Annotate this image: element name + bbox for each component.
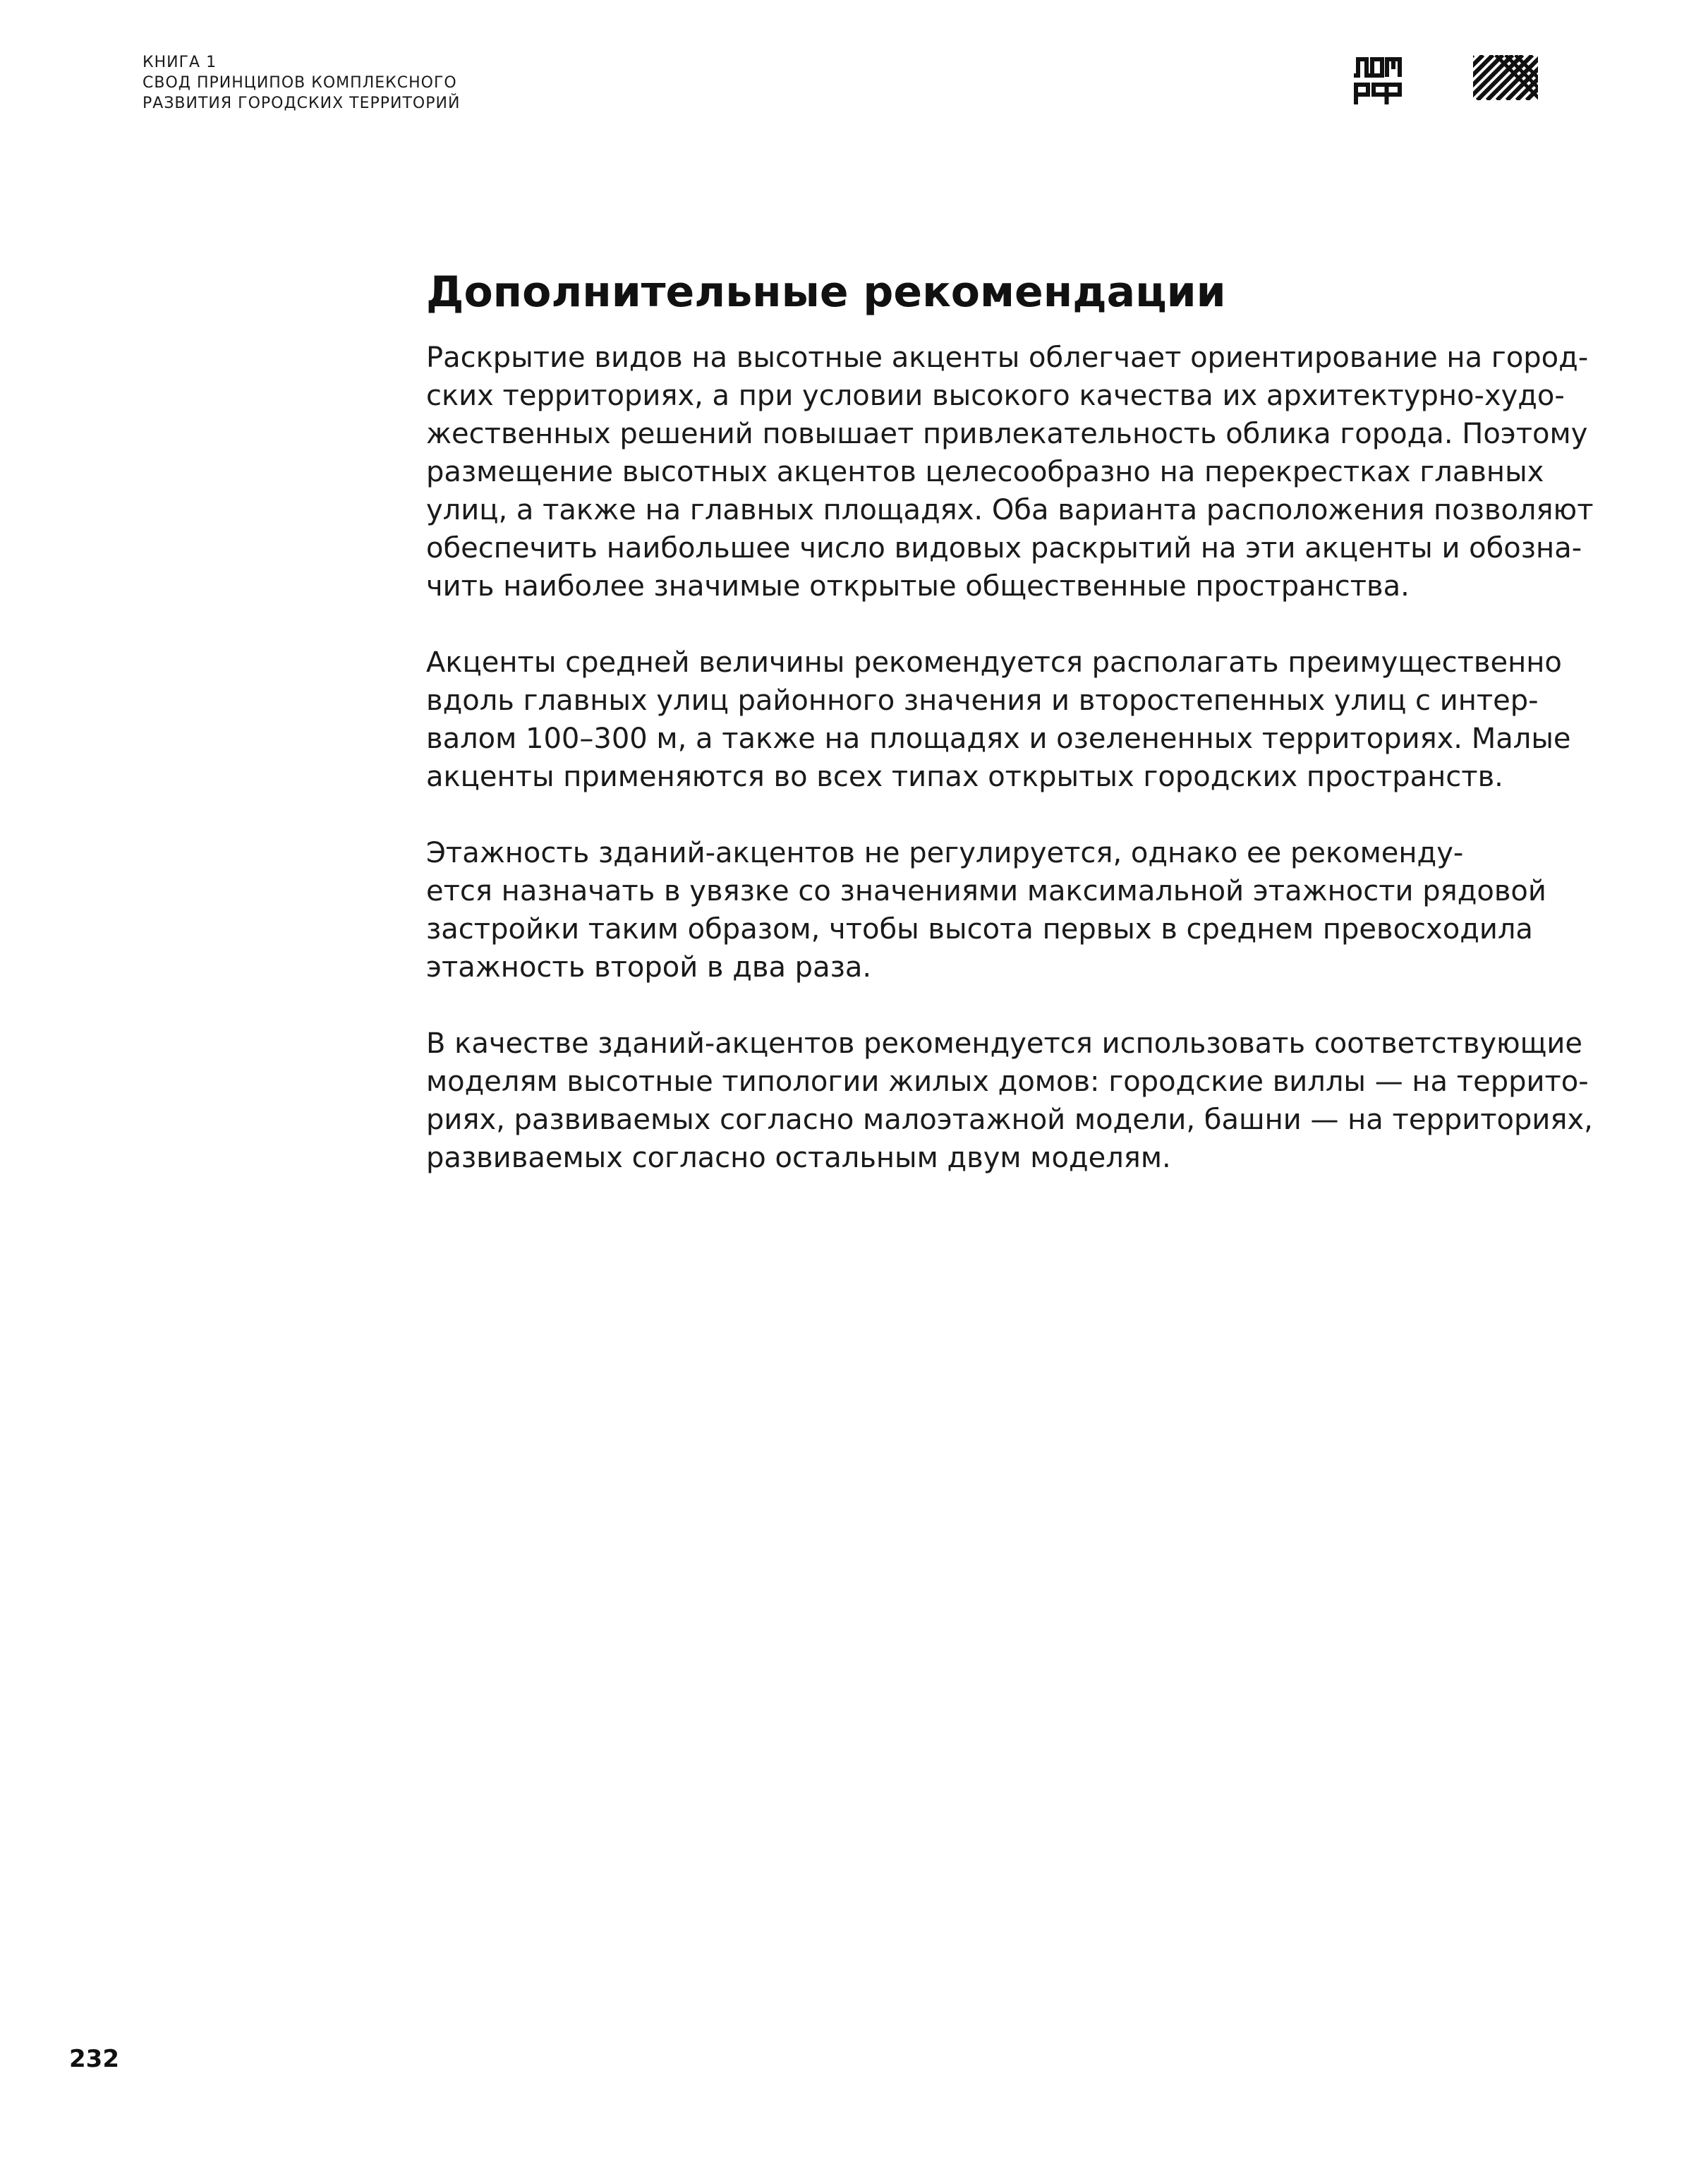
paragraph-line: ских территориях, а при условии высокого качества их архитектурно-худо- (426, 380, 1565, 412)
running-header (143, 52, 460, 114)
paragraph-line: размещение высотных акцентов целесообразно на перекрестках главных (426, 456, 1544, 488)
paragraph-line: застройки таким образом, чтобы высота первых в среднем превосходила (426, 913, 1533, 946)
diagonal-stripes-logo-icon (1473, 55, 1538, 100)
header-line-title-1: СВОД ПРИНЦИПОВ КОМПЛЕКСНОГО (143, 74, 457, 92)
paragraph-line: акценты применяются во всех типах открытых городских пространств. (426, 761, 1503, 793)
paragraph-line: валом 100–300 м, а также на площадях и озелененных территориях. Малые (426, 723, 1571, 755)
paragraph-line: В качестве зданий-акцентов рекомендуется использовать соответствующие (426, 1027, 1582, 1060)
paragraph-line: жественных решений повышает привлекательность облика города. Поэтому (426, 418, 1588, 450)
paragraph-line: Этажность зданий-акцентов не регулируется, однако ее рекоменду- (426, 837, 1464, 869)
main-content (426, 262, 1594, 1215)
header-line-title-2: РАЗВИТИЯ ГОРОДСКИХ ТЕРРИТОРИЙ (143, 95, 461, 112)
paragraph-line: обеспечить наибольшее число видовых раскрытий на эти акценты и обозна- (426, 532, 1582, 565)
paragraph-line: Акценты средней величины рекомендуется располагать преимущественно (426, 646, 1562, 679)
paragraph-4 (426, 1025, 1593, 1177)
dom-rf-logo-icon (1352, 55, 1403, 106)
section-title: Дополнительные рекомендации (426, 267, 1226, 317)
paragraph-line: чить наиболее значимые открытые общественные пространства. (426, 570, 1410, 603)
paragraph-line: ется назначать в увязке со значениями максимальной этажности рядовой (426, 875, 1546, 907)
paragraph-line: риях, развиваемых согласно малоэтажной модели, башни — на территориях, (426, 1104, 1593, 1136)
paragraph-line: развиваемых согласно остальным двум моделям. (426, 1142, 1171, 1174)
header-line-book: КНИГА 1 (143, 54, 217, 71)
paragraph-line: Раскрытие видов на высотные акценты облегчает ориентирование на город- (426, 342, 1589, 374)
paragraph-1 (426, 339, 1594, 605)
page-number: 232 (69, 2045, 119, 2073)
paragraph-line: вдоль главных улиц районного значения и второстепенных улиц с интер- (426, 684, 1539, 717)
paragraph-2 (426, 644, 1583, 796)
paragraph-3 (426, 834, 1583, 986)
paragraph-line: моделям высотные типологии жилых домов: городские виллы — на террито- (426, 1066, 1589, 1098)
paragraph-line: этажность второй в два раза. (426, 951, 872, 984)
paragraph-line: улиц, а также на главных площадях. Оба варианта расположения позволяют (426, 494, 1594, 526)
